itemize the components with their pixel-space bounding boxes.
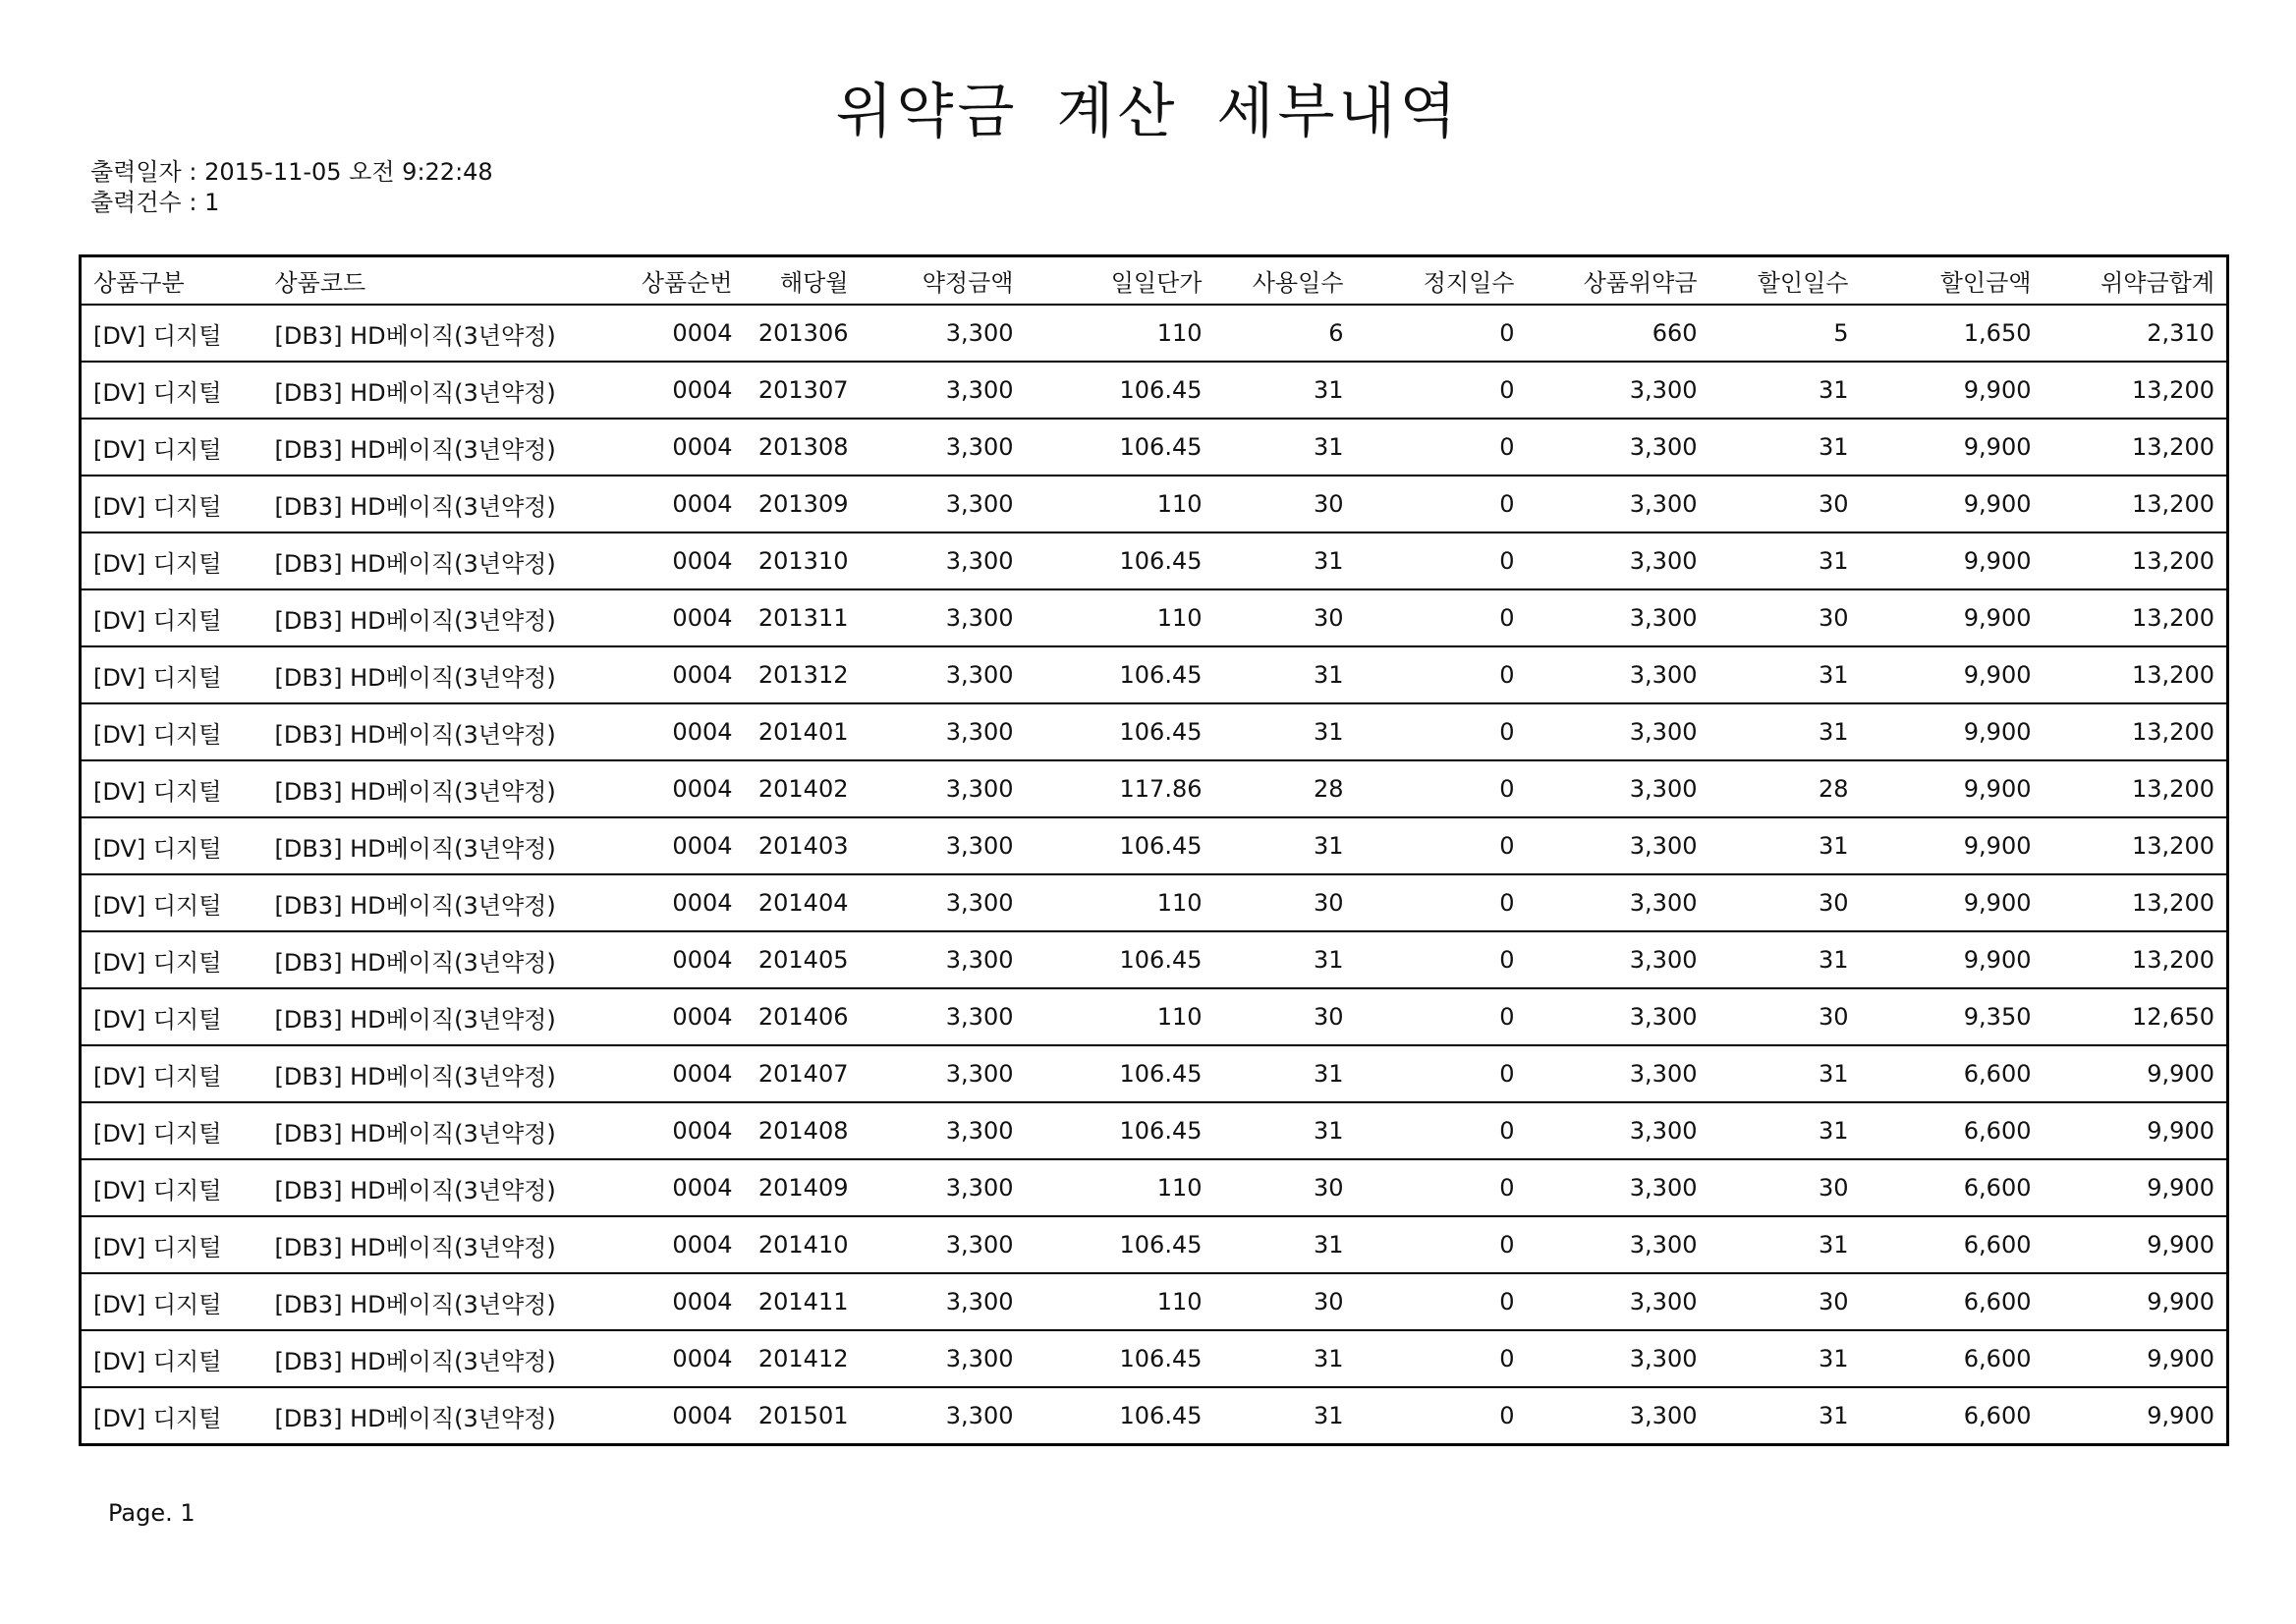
table-row xyxy=(81,1216,2228,1273)
cell-product-category: [DV] 디지털 xyxy=(81,1045,263,1102)
cell-product-penalty: 3,300 xyxy=(1527,1273,1709,1330)
cell-product-seq: 0004 xyxy=(599,1273,745,1330)
cell-suspended-days: 0 xyxy=(1356,874,1527,931)
cell-contract-amount: 3,300 xyxy=(861,988,1026,1045)
cell-daily-rate: 106.45 xyxy=(1026,1330,1214,1387)
cell-product-seq: 0004 xyxy=(599,1216,745,1273)
table-row xyxy=(81,931,2228,988)
table-row xyxy=(81,988,2228,1045)
cell-product-seq: 0004 xyxy=(599,419,745,476)
cell-discount-amount: 9,900 xyxy=(1861,362,2044,419)
cell-product-penalty: 3,300 xyxy=(1527,589,1709,646)
cell-month: 201311 xyxy=(745,589,861,646)
table-row xyxy=(81,1273,2228,1330)
cell-discount-days: 30 xyxy=(1709,874,1861,931)
cell-discount-days: 30 xyxy=(1709,1273,1861,1330)
cell-contract-amount: 3,300 xyxy=(861,1330,1026,1387)
header-discount-amount: 할인금액 xyxy=(1861,256,2044,306)
cell-product-seq: 0004 xyxy=(599,1045,745,1102)
cell-suspended-days: 0 xyxy=(1356,362,1527,419)
table-row xyxy=(81,362,2228,419)
cell-contract-amount: 3,300 xyxy=(861,817,1026,874)
cell-contract-amount: 3,300 xyxy=(861,931,1026,988)
cell-penalty-total: 13,200 xyxy=(2044,476,2228,532)
cell-discount-amount: 9,900 xyxy=(1861,419,2044,476)
cell-contract-amount: 3,300 xyxy=(861,646,1026,703)
penalty-detail-table xyxy=(79,254,2229,1446)
cell-product-category: [DV] 디지털 xyxy=(81,1216,263,1273)
cell-discount-days: 30 xyxy=(1709,589,1861,646)
cell-suspended-days: 0 xyxy=(1356,1216,1527,1273)
cell-penalty-total: 2,310 xyxy=(2044,305,2228,362)
cell-product-code: [DB3] HD베이직(3년약정) xyxy=(263,931,599,988)
cell-product-penalty: 3,300 xyxy=(1527,1159,1709,1216)
cell-discount-days: 31 xyxy=(1709,1216,1861,1273)
cell-product-seq: 0004 xyxy=(599,817,745,874)
cell-discount-amount: 1,650 xyxy=(1861,305,2044,362)
cell-product-category: [DV] 디지털 xyxy=(81,589,263,646)
cell-product-penalty: 3,300 xyxy=(1527,532,1709,589)
cell-product-code: [DB3] HD베이직(3년약정) xyxy=(263,1159,599,1216)
cell-product-seq: 0004 xyxy=(599,589,745,646)
table-row xyxy=(81,1159,2228,1216)
cell-product-category: [DV] 디지털 xyxy=(81,419,263,476)
table-row xyxy=(81,476,2228,532)
cell-month: 201308 xyxy=(745,419,861,476)
cell-used-days: 31 xyxy=(1214,931,1356,988)
cell-month: 201312 xyxy=(745,646,861,703)
cell-penalty-total: 12,650 xyxy=(2044,988,2228,1045)
cell-discount-amount: 9,900 xyxy=(1861,817,2044,874)
cell-used-days: 31 xyxy=(1214,646,1356,703)
cell-used-days: 31 xyxy=(1214,703,1356,760)
cell-penalty-total: 9,900 xyxy=(2044,1045,2228,1102)
cell-contract-amount: 3,300 xyxy=(861,760,1026,817)
cell-product-penalty: 3,300 xyxy=(1527,646,1709,703)
cell-discount-days: 5 xyxy=(1709,305,1861,362)
cell-used-days: 31 xyxy=(1214,1330,1356,1387)
cell-product-penalty: 3,300 xyxy=(1527,988,1709,1045)
cell-suspended-days: 0 xyxy=(1356,931,1527,988)
cell-product-penalty: 3,300 xyxy=(1527,817,1709,874)
cell-contract-amount: 3,300 xyxy=(861,362,1026,419)
cell-discount-days: 31 xyxy=(1709,532,1861,589)
cell-daily-rate: 110 xyxy=(1026,1273,1214,1330)
cell-contract-amount: 3,300 xyxy=(861,476,1026,532)
cell-discount-amount: 9,900 xyxy=(1861,476,2044,532)
cell-product-penalty: 3,300 xyxy=(1527,1045,1709,1102)
cell-month: 201307 xyxy=(745,362,861,419)
cell-product-category: [DV] 디지털 xyxy=(81,305,263,362)
cell-discount-amount: 6,600 xyxy=(1861,1102,2044,1159)
cell-product-seq: 0004 xyxy=(599,305,745,362)
cell-used-days: 30 xyxy=(1214,988,1356,1045)
cell-product-penalty: 3,300 xyxy=(1527,419,1709,476)
cell-used-days: 28 xyxy=(1214,760,1356,817)
cell-daily-rate: 117.86 xyxy=(1026,760,1214,817)
cell-product-seq: 0004 xyxy=(599,362,745,419)
cell-discount-amount: 9,350 xyxy=(1861,988,2044,1045)
table-row xyxy=(81,419,2228,476)
cell-product-code: [DB3] HD베이직(3년약정) xyxy=(263,1102,599,1159)
cell-discount-amount: 9,900 xyxy=(1861,532,2044,589)
cell-suspended-days: 0 xyxy=(1356,532,1527,589)
cell-discount-days: 31 xyxy=(1709,362,1861,419)
cell-product-code: [DB3] HD베이직(3년약정) xyxy=(263,305,599,362)
table-row xyxy=(81,760,2228,817)
cell-month: 201403 xyxy=(745,817,861,874)
cell-discount-amount: 6,600 xyxy=(1861,1273,2044,1330)
cell-product-category: [DV] 디지털 xyxy=(81,362,263,419)
cell-product-penalty: 3,300 xyxy=(1527,760,1709,817)
cell-month: 201404 xyxy=(745,874,861,931)
cell-product-penalty: 3,300 xyxy=(1527,1102,1709,1159)
cell-penalty-total: 13,200 xyxy=(2044,589,2228,646)
cell-contract-amount: 3,300 xyxy=(861,589,1026,646)
header-used-days: 사용일수 xyxy=(1214,256,1356,306)
cell-product-code: [DB3] HD베이직(3년약정) xyxy=(263,1216,599,1273)
cell-used-days: 30 xyxy=(1214,589,1356,646)
cell-daily-rate: 106.45 xyxy=(1119,1402,1203,1429)
cell-product-category: [DV] 디지털 xyxy=(81,1273,263,1330)
cell-discount-days: 30 xyxy=(1709,988,1861,1045)
cell-penalty-total: 9,900 xyxy=(2044,1216,2228,1273)
cell-discount-amount: 6,600 xyxy=(1861,1330,2044,1387)
cell-suspended-days: 0 xyxy=(1356,476,1527,532)
cell-used-days: 30 xyxy=(1214,1159,1356,1216)
cell-product-category: [DV] 디지털 xyxy=(81,874,263,931)
cell-daily-rate: 110 xyxy=(1026,1159,1214,1216)
cell-daily-rate: 110 xyxy=(1026,589,1214,646)
cell-month: 201406 xyxy=(745,988,861,1045)
cell-penalty-total: 9,900 xyxy=(2044,1102,2228,1159)
cell-product-seq: 0004 xyxy=(599,703,745,760)
cell-discount-amount: 9,900 xyxy=(1861,931,2044,988)
print-date: 출력일자 : 2015-11-05 오전 9:22:48 xyxy=(90,158,493,186)
cell-product-category: [DV] 디지털 xyxy=(81,1159,263,1216)
cell-contract-amount: 3,300 xyxy=(861,305,1026,362)
cell-month: 201409 xyxy=(745,1159,861,1216)
cell-suspended-days: 0 xyxy=(1356,817,1527,874)
cell-daily-rate: 106.45 xyxy=(1026,646,1214,703)
table-body xyxy=(81,305,2228,1445)
cell-suspended-days: 0 xyxy=(1356,1330,1527,1387)
cell-product-code: [DB3] HD베이직(3년약정) xyxy=(263,817,599,874)
cell-month: 201401 xyxy=(745,703,861,760)
table-row xyxy=(81,305,2228,362)
cell-month: 201310 xyxy=(745,532,861,589)
cell-contract-amount: 3,300 xyxy=(861,419,1026,476)
cell-product-category: [DV] 디지털 xyxy=(81,931,263,988)
cell-product-category: [DV] 디지털 xyxy=(93,1404,222,1432)
header-daily-rate: 일일단가 xyxy=(1026,256,1214,306)
cell-discount-days: 31 xyxy=(1709,1045,1861,1102)
cell-used-days: 31 xyxy=(1214,817,1356,874)
cell-product-category: [DV] 디지털 xyxy=(81,1330,263,1387)
cell-suspended-days: 0 xyxy=(1356,419,1527,476)
cell-discount-amount: 9,900 xyxy=(1861,589,2044,646)
cell-used-days: 30 xyxy=(1214,874,1356,931)
cell-contract-amount: 3,300 xyxy=(945,1402,1014,1429)
cell-product-category: [DV] 디지털 xyxy=(81,760,263,817)
cell-product-penalty: 3,300 xyxy=(1527,1216,1709,1273)
cell-product-code: [DB3] HD베이직(3년약정) xyxy=(263,589,599,646)
cell-daily-rate: 106.45 xyxy=(1026,419,1214,476)
print-count: 출력건수 : 1 xyxy=(90,189,220,216)
cell-product-penalty: 3,300 xyxy=(1527,931,1709,988)
header-product-seq: 상품순번 xyxy=(599,256,745,306)
cell-product-category: [DV] 디지털 xyxy=(81,988,263,1045)
cell-daily-rate: 106.45 xyxy=(1026,703,1214,760)
cell-product-code: [DB3] HD베이직(3년약정) xyxy=(263,1273,599,1330)
cell-discount-days: 30 xyxy=(1709,476,1861,532)
cell-suspended-days: 0 xyxy=(1356,1045,1527,1102)
header-product-penalty: 상품위약금 xyxy=(1527,256,1709,306)
cell-suspended-days: 0 xyxy=(1356,646,1527,703)
cell-penalty-total: 9,900 xyxy=(2044,1330,2228,1387)
table-row xyxy=(81,589,2228,646)
cell-contract-amount: 3,300 xyxy=(861,1102,1026,1159)
cell-month: 201408 xyxy=(745,1102,861,1159)
cell-product-seq: 0004 xyxy=(599,760,745,817)
cell-product-penalty: 660 xyxy=(1527,305,1709,362)
header-month: 해당월 xyxy=(745,256,861,306)
cell-product-category: [DV] 디지털 xyxy=(81,1102,263,1159)
cell-product-code: [DB3] HD베이직(3년약정) xyxy=(263,532,599,589)
cell-contract-amount: 3,300 xyxy=(861,1273,1026,1330)
cell-product-seq: 0004 xyxy=(599,646,745,703)
cell-suspended-days: 0 xyxy=(1356,305,1527,362)
cell-contract-amount: 3,300 xyxy=(861,1216,1026,1273)
cell-discount-days: 31 xyxy=(1709,1330,1861,1387)
cell-discount-amount: 6,600 xyxy=(1861,1045,2044,1102)
cell-product-seq: 0004 xyxy=(599,476,745,532)
cell-penalty-total: 13,200 xyxy=(2044,703,2228,760)
cell-suspended-days: 0 xyxy=(1356,1273,1527,1330)
cell-suspended-days: 0 xyxy=(1499,1402,1515,1429)
cell-product-seq: 0004 xyxy=(599,1102,745,1159)
cell-discount-amount: 9,900 xyxy=(1861,874,2044,931)
cell-daily-rate: 106.45 xyxy=(1026,1045,1214,1102)
cell-product-code: [DB3] HD베이직(3년약정) xyxy=(263,362,599,419)
table-row xyxy=(81,874,2228,931)
cell-product-category: [DV] 디지털 xyxy=(81,532,263,589)
cell-daily-rate: 106.45 xyxy=(1026,532,1214,589)
cell-suspended-days: 0 xyxy=(1356,1159,1527,1216)
cell-used-days: 6 xyxy=(1214,305,1356,362)
cell-penalty-total: 13,200 xyxy=(2044,532,2228,589)
print-info xyxy=(90,157,493,218)
cell-discount-days: 31 xyxy=(1709,703,1861,760)
cell-contract-amount: 3,300 xyxy=(861,1159,1026,1216)
cell-used-days: 30 xyxy=(1214,1273,1356,1330)
cell-discount-days: 30 xyxy=(1709,1159,1861,1216)
table-row xyxy=(81,646,2228,703)
cell-discount-amount: 9,900 xyxy=(1861,646,2044,703)
cell-penalty-total: 9,900 xyxy=(2044,1273,2228,1330)
table-row xyxy=(81,1387,2228,1445)
cell-month: 201306 xyxy=(745,305,861,362)
cell-used-days: 31 xyxy=(1214,1102,1356,1159)
cell-penalty-total: 13,200 xyxy=(2044,362,2228,419)
header-discount-days: 할인일수 xyxy=(1709,256,1861,306)
cell-product-code: [DB3] HD베이직(3년약정) xyxy=(263,988,599,1045)
cell-discount-days: 28 xyxy=(1709,760,1861,817)
cell-product-code: [DB3] HD베이직(3년약정) xyxy=(263,874,599,931)
cell-product-seq: 0004 xyxy=(599,874,745,931)
cell-month: 201412 xyxy=(745,1330,861,1387)
cell-penalty-total: 13,200 xyxy=(2044,419,2228,476)
cell-product-seq: 0004 xyxy=(599,1159,745,1216)
cell-daily-rate: 110 xyxy=(1026,874,1214,931)
cell-discount-amount: 6,600 xyxy=(1861,1216,2044,1273)
cell-penalty-total: 13,200 xyxy=(2044,931,2228,988)
cell-contract-amount: 3,300 xyxy=(861,532,1026,589)
table-row xyxy=(81,532,2228,589)
cell-discount-days: 31 xyxy=(1709,931,1861,988)
cell-discount-amount: 6,600 xyxy=(1963,1402,2032,1429)
table-row xyxy=(81,703,2228,760)
cell-discount-days: 31 xyxy=(1709,817,1861,874)
cell-daily-rate: 106.45 xyxy=(1026,817,1214,874)
cell-product-penalty: 3,300 xyxy=(1527,703,1709,760)
table-row xyxy=(81,1045,2228,1102)
cell-product-seq: 0004 xyxy=(599,988,745,1045)
header-suspended-days: 정지일수 xyxy=(1356,256,1527,306)
cell-suspended-days: 0 xyxy=(1356,589,1527,646)
cell-discount-days: 31 xyxy=(1709,1102,1861,1159)
cell-contract-amount: 3,300 xyxy=(861,874,1026,931)
cell-discount-amount: 9,900 xyxy=(1861,703,2044,760)
cell-suspended-days: 0 xyxy=(1356,703,1527,760)
cell-penalty-total: 9,900 xyxy=(2044,1159,2228,1216)
cell-product-code: [DB3] HD베이직(3년약정) xyxy=(263,1330,599,1387)
table-header-row xyxy=(81,256,2228,306)
cell-daily-rate: 106.45 xyxy=(1026,1216,1214,1273)
cell-product-code: [DB3] HD베이직(3년약정) xyxy=(263,646,599,703)
table-row xyxy=(81,1330,2228,1387)
cell-penalty-total: 13,200 xyxy=(2044,646,2228,703)
cell-product-penalty: 3,300 xyxy=(1527,1330,1709,1387)
cell-daily-rate: 106.45 xyxy=(1026,362,1214,419)
cell-discount-days: 31 xyxy=(1709,419,1861,476)
cell-used-days: 31 xyxy=(1214,362,1356,419)
cell-penalty-total: 13,200 xyxy=(2044,760,2228,817)
cell-contract-amount: 3,300 xyxy=(861,703,1026,760)
cell-used-days: 31 xyxy=(1214,1045,1356,1102)
cell-contract-amount: 3,300 xyxy=(861,1045,1026,1102)
table-row xyxy=(81,1102,2228,1159)
cell-product-penalty: 3,300 xyxy=(1527,476,1709,532)
cell-used-days: 31 xyxy=(1214,419,1356,476)
table-row xyxy=(81,817,2228,874)
cell-product-seq: 0004 xyxy=(599,931,745,988)
cell-product-category: [DV] 디지털 xyxy=(81,703,263,760)
cell-discount-days: 31 xyxy=(1818,1402,1849,1429)
cell-product-code: [DB3] HD베이직(3년약정) xyxy=(263,1045,599,1102)
cell-product-code: [DB3] HD베이직(3년약정) xyxy=(263,703,599,760)
cell-daily-rate: 106.45 xyxy=(1026,931,1214,988)
cell-used-days: 31 xyxy=(1214,1216,1356,1273)
cell-product-penalty: 3,300 xyxy=(1629,1402,1698,1429)
header-penalty-total: 위약금합계 xyxy=(2044,256,2228,306)
cell-product-seq: 0004 xyxy=(599,1330,745,1387)
cell-product-category: [DV] 디지털 xyxy=(81,476,263,532)
cell-discount-amount: 9,900 xyxy=(1861,760,2044,817)
cell-penalty-total: 13,200 xyxy=(2044,817,2228,874)
cell-product-code: [DB3] HD베이직(3년약정) xyxy=(263,419,599,476)
cell-product-penalty: 3,300 xyxy=(1527,874,1709,931)
cell-product-seq: 0004 xyxy=(672,1402,733,1429)
cell-month: 201309 xyxy=(745,476,861,532)
document-title: 위약금 계산 세부내역 xyxy=(835,78,1461,146)
header-contract-amount: 약정금액 xyxy=(861,256,1026,306)
header-product-code: 상품코드 xyxy=(263,256,599,306)
cell-daily-rate: 110 xyxy=(1026,988,1214,1045)
cell-product-code: [DB3] HD베이직(3년약정) xyxy=(263,760,599,817)
header-product-category: 상품구분 xyxy=(81,256,263,306)
cell-product-penalty: 3,300 xyxy=(1527,362,1709,419)
cell-penalty-total: 9,900 xyxy=(2147,1402,2214,1429)
cell-daily-rate: 106.45 xyxy=(1026,1102,1214,1159)
cell-month: 201402 xyxy=(745,760,861,817)
cell-daily-rate: 110 xyxy=(1026,305,1214,362)
cell-used-days: 31 xyxy=(1313,1402,1344,1429)
cell-product-category: [DV] 디지털 xyxy=(81,817,263,874)
cell-suspended-days: 0 xyxy=(1356,988,1527,1045)
cell-month: 201410 xyxy=(745,1216,861,1273)
cell-product-code: [DB3] HD베이직(3년약정) xyxy=(274,1404,556,1432)
cell-daily-rate: 110 xyxy=(1026,476,1214,532)
cell-used-days: 30 xyxy=(1214,476,1356,532)
cell-suspended-days: 0 xyxy=(1356,760,1527,817)
cell-product-code: [DB3] HD베이직(3년약정) xyxy=(263,476,599,532)
cell-discount-days: 31 xyxy=(1709,646,1861,703)
cell-penalty-total: 13,200 xyxy=(2044,874,2228,931)
cell-month: 201501 xyxy=(757,1402,849,1429)
page-number: Page. 1 xyxy=(108,1499,196,1527)
cell-product-category: [DV] 디지털 xyxy=(81,646,263,703)
cell-discount-amount: 6,600 xyxy=(1861,1159,2044,1216)
cell-used-days: 31 xyxy=(1214,532,1356,589)
cell-month: 201407 xyxy=(745,1045,861,1102)
cell-product-seq: 0004 xyxy=(599,532,745,589)
cell-month: 201411 xyxy=(745,1273,861,1330)
cell-month: 201405 xyxy=(745,931,861,988)
cell-suspended-days: 0 xyxy=(1356,1102,1527,1159)
